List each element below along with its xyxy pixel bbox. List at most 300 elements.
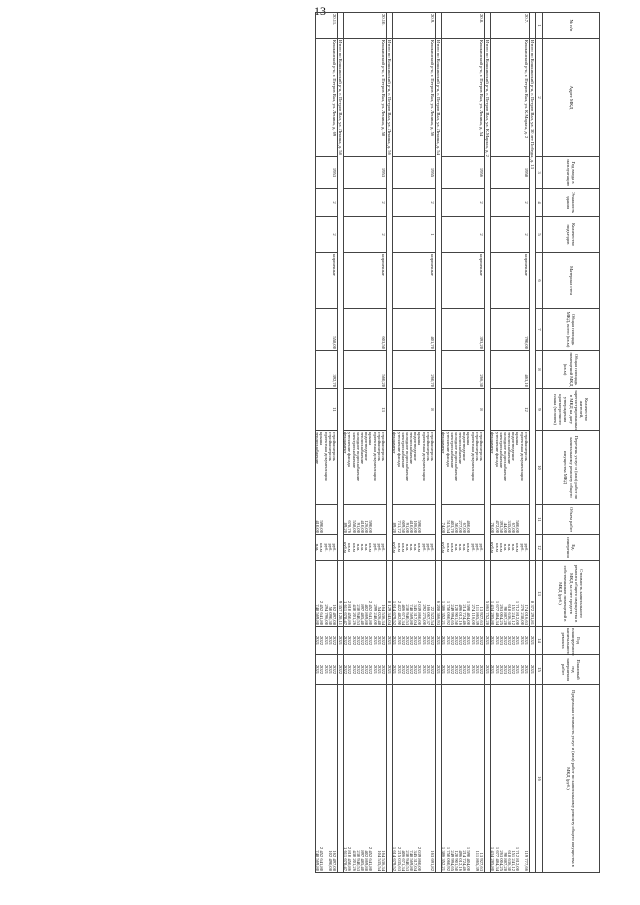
work-units-line: кв.м	[466, 543, 472, 552]
work-limits-line: 1 677 484,34	[494, 846, 500, 871]
work-costs-line: 90 887,28	[502, 606, 508, 625]
work-units-line: п.м.	[364, 543, 370, 552]
work-costs-line: 230 940,53	[404, 604, 410, 625]
work-units-line: руб.	[381, 543, 386, 552]
work-years-line: 2021	[515, 635, 521, 646]
house-address: Кошкинский р-н, г. Петров Вал, ул. Ленина, д. 56	[393, 39, 436, 157]
work-volumes-line	[480, 506, 484, 533]
work-types-line: крыша	[319, 432, 325, 446]
work-years-line: 2022	[413, 635, 419, 646]
work-volumes-line: 91,00	[404, 522, 410, 533]
work-types-line: утепление фасада	[445, 432, 451, 467]
work-costs-line: 151 241,12	[511, 604, 517, 625]
work-types-line: утепление фасада	[396, 432, 402, 467]
work-costs	[442, 561, 485, 627]
work-limits-line: 496 012,16	[458, 850, 464, 871]
column-header-1: № п/п	[543, 13, 600, 39]
floors: 2	[442, 189, 485, 217]
work-units-line: руб.	[470, 543, 476, 552]
work-costs-line: 2 422 482,90	[396, 600, 402, 625]
column-number: 3	[536, 157, 543, 189]
built-year: 1958	[491, 157, 530, 189]
work-limits-line	[373, 686, 377, 871]
work-end-years-line: 2022	[400, 664, 406, 675]
work-limits	[344, 685, 387, 873]
work-volumes-line	[520, 506, 524, 533]
work-limits-line	[471, 686, 475, 871]
work-units	[491, 535, 530, 561]
work-end-years-line: 2021	[392, 664, 398, 675]
column-header-10: Перечень услуг и (или) работ по капитальному ремонту общего имущества МКД	[543, 431, 600, 505]
work-limits-line: 345 317,04	[413, 850, 419, 871]
house-address: Кошкинский р-н, г. Петров Вал, ул. Ленина, д. 54	[442, 39, 485, 157]
work-end-years	[316, 655, 338, 685]
work-costs	[344, 561, 387, 627]
work-volumes-line	[471, 506, 475, 533]
work-end-years-line: 2021	[421, 664, 427, 675]
work-years-line: 2022	[364, 635, 370, 646]
work-volumes-line: 67,00	[511, 522, 517, 533]
total-end-year: 2021	[387, 655, 393, 685]
work-end-years	[393, 655, 436, 685]
work-types-line: электроснабжение	[351, 432, 357, 469]
work-types-line: электроснабжение	[498, 432, 504, 469]
wall-material: кирпичные	[491, 253, 530, 309]
work-types-line: стройконтроль	[430, 432, 436, 461]
column-header-14: Год планируемого капитального ремонта	[543, 627, 600, 655]
work-years-line: 2021	[372, 635, 378, 646]
work-costs-line: 748 569,80	[409, 604, 415, 625]
work-limits-line: 214 724,46	[462, 850, 468, 871]
work-types-line: стройконтроль	[523, 432, 529, 461]
floors: 2	[344, 189, 387, 217]
work-limits-line: 230 940,53	[355, 850, 361, 871]
work-limits	[316, 685, 338, 873]
work-types-line: холодное водоснабжение	[453, 432, 459, 482]
work-units-line: кв.м	[347, 543, 353, 552]
work-units-line: кв.м	[498, 543, 504, 552]
house-address: Кошкинский р-н, г. Петров Вал, ул. К.Маркса, д. 2	[491, 39, 530, 157]
column-number: 6	[536, 253, 543, 309]
work-limits-line: 618 636,30	[507, 850, 513, 871]
column-number: 2	[536, 39, 543, 157]
work-units-line: руб.	[523, 543, 529, 552]
work-costs-line: 1 677 484,34	[494, 600, 500, 625]
total-area: 401,70	[393, 309, 436, 351]
total-cost: 8 372 291,81	[529, 561, 535, 627]
work-years-line: 2021	[421, 635, 427, 646]
work-types	[316, 431, 338, 505]
work-years	[344, 627, 387, 655]
work-limits-line: 119 777,66	[523, 850, 529, 871]
work-units-line: п.м.	[507, 543, 513, 552]
work-end-years-line: 2022	[479, 664, 485, 675]
work-units-line: п.м.	[404, 543, 410, 552]
work-years-line: 2022	[381, 635, 386, 646]
work-end-years-line: 2021	[417, 664, 423, 675]
entrances: 1	[393, 217, 436, 253]
work-volumes-line	[431, 506, 435, 533]
work-units-line: кв.м	[494, 543, 500, 552]
total-year: 2021	[436, 627, 442, 655]
work-end-years-line: 2022	[381, 664, 386, 675]
total-empty-cell	[337, 13, 343, 39]
work-costs-line: 111 865,39	[474, 604, 480, 625]
work-types-line: стройконтроль	[327, 432, 333, 461]
work-years-line: 2022	[479, 635, 485, 646]
work-units-line: кв.м	[515, 543, 521, 552]
work-volumes-line	[329, 506, 333, 533]
total-limit	[387, 685, 393, 873]
work-limits-line: 151 241,12	[511, 850, 517, 871]
work-units-line: кв.м	[319, 543, 325, 552]
work-limits-line: 111 865,39	[474, 850, 480, 871]
work-end-years-line: 2022	[347, 664, 353, 675]
work-units-line: руб.	[430, 543, 436, 552]
work-volumes-line: 711,72	[396, 520, 402, 533]
work-volumes-line: 410,00	[315, 520, 321, 533]
work-types-line: проектная документация	[470, 432, 476, 481]
work-years-line: 2021	[474, 635, 480, 646]
work-costs-line: 618 636,30	[507, 604, 513, 625]
work-limits-line: 249 994,65	[449, 850, 455, 871]
column-number: 9	[536, 389, 543, 431]
work-years-line: 2021	[494, 635, 500, 646]
total-cost: 5 863 752,28	[485, 561, 491, 627]
total-limit	[337, 685, 343, 873]
work-volumes-line: 410,00	[409, 520, 415, 533]
work-end-years-line: 2022	[404, 664, 410, 675]
total-label: Итого по Кошкинский р-н, г. Петров Вал, ул. Ленина, д. 58	[337, 39, 343, 561]
work-years-line: 2022	[462, 635, 468, 646]
work-end-years-line: 2023	[498, 664, 504, 675]
work-units-line: п.м.	[502, 543, 508, 552]
column-header-12: Ед. измерения	[543, 535, 600, 561]
total-label: Итого по Кошкинский р-н, г. Петров Вал, ул. 30 лет Победы, д. 13	[529, 39, 535, 561]
work-years-line: 2022	[507, 635, 513, 646]
work-costs-line: 263 004,25	[498, 604, 504, 625]
work-end-years-line: 2022	[430, 664, 436, 675]
work-types	[393, 431, 436, 505]
row-number: 20.8.	[442, 13, 485, 39]
work-end-years-line: 2022	[453, 664, 459, 675]
work-volumes-line: 580,00	[515, 520, 521, 533]
work-units-line: руб.	[327, 543, 333, 552]
work-limits-line: 897 485,40	[360, 850, 366, 871]
residents: 13	[344, 389, 387, 431]
work-types-line: водоотведение	[413, 432, 419, 461]
total-limit	[485, 685, 491, 873]
row-number: 20.11.	[316, 13, 338, 39]
work-costs-line: 274 116,00	[470, 604, 476, 625]
total-area: 603,50	[344, 309, 387, 351]
column-header-13: Стоимость капитального ремонта общего имущества в МКД за счет средств собственников помещений в МКД (руб.)	[543, 561, 600, 627]
work-units-line: куб.м	[392, 542, 398, 553]
work-volumes-line	[427, 506, 431, 533]
total-area: 393,20	[442, 309, 485, 351]
work-units-line: кв.м	[396, 543, 402, 552]
work-units-line: кв.м	[417, 543, 423, 552]
residents: 12	[491, 389, 530, 431]
work-units-line: п.м.	[355, 543, 361, 552]
work-years-line: 2022	[511, 635, 517, 646]
work-end-years-line: 2021	[445, 664, 451, 675]
built-year: 1955	[393, 157, 436, 189]
work-units-line: кв.м	[400, 543, 406, 552]
house-row	[393, 13, 436, 873]
work-limits-line: 162 497,08	[331, 850, 337, 871]
total-empty-cell	[485, 13, 491, 39]
work-units-line: куб.м	[490, 542, 496, 553]
work-volumes-line	[378, 506, 382, 533]
work-end-years-line: 2022	[458, 664, 464, 675]
rooms-area: 463,10	[491, 351, 530, 389]
work-volumes-line: 106,00	[413, 520, 419, 533]
work-units-line: руб.	[519, 543, 525, 552]
work-years-line: 2021	[470, 635, 476, 646]
total-label: Итого по Кошкинский р-н, г. Петров Вал, ул. К.Маркса, д. 2	[485, 39, 491, 561]
work-costs-line: 162 497,08	[331, 604, 337, 625]
work-types-line: теплоснабжение	[360, 432, 366, 465]
work-end-years-line: 2022	[355, 664, 361, 675]
work-units-line: п.м.	[511, 543, 517, 552]
work-costs	[491, 561, 530, 627]
column-header-9: Количество жителей, зарегистрированных в МКД на дату утверждения краткосрочного плана (человек)	[543, 389, 600, 431]
work-years-line: 2021	[445, 635, 451, 646]
work-limits-line: 1 386 352,21	[441, 846, 447, 871]
work-types-line: фундамент	[490, 432, 496, 454]
work-limits-line	[422, 686, 426, 871]
column-number: 4	[536, 189, 543, 217]
work-costs-line: 214 724,46	[462, 604, 468, 625]
work-end-years-line: 2022	[351, 664, 357, 675]
work-costs-line: 496 012,16	[458, 604, 464, 625]
work-limits-line: 164 536,34	[381, 850, 386, 871]
work-units	[393, 535, 436, 561]
house-row	[344, 13, 387, 873]
work-types-line: проектная документация	[323, 432, 329, 481]
work-types-line: водоотведение	[462, 432, 468, 461]
work-types-line: теплоснабжение	[507, 432, 513, 465]
work-years-line: 2022	[430, 635, 436, 646]
work-volumes-line	[333, 506, 337, 533]
total-limit	[529, 685, 535, 873]
work-costs-line: 13 927,63	[479, 606, 485, 625]
work-types-line: стройконтроль	[331, 432, 337, 461]
entrances: 2	[442, 217, 485, 253]
work-costs-line: 54 026,48	[376, 606, 382, 625]
work-volumes-line: 609,50	[400, 520, 406, 533]
work-types-line: электроснабжение	[449, 432, 455, 469]
work-volumes	[491, 505, 530, 535]
work-units-line: кв.м	[351, 543, 357, 552]
work-years-line: 2022	[347, 635, 353, 646]
work-end-years-line: 2021	[490, 664, 496, 675]
work-volumes	[393, 505, 436, 535]
work-volumes	[344, 505, 387, 535]
work-types	[442, 431, 485, 505]
rooms-area: 266,30	[442, 351, 485, 389]
work-units-line: п.м.	[453, 543, 459, 552]
rotated-table-container	[34, 12, 600, 872]
work-types-line: теплоснабжение	[409, 432, 415, 465]
work-limits-line: 748 569,80	[315, 850, 321, 871]
work-years-line: 2021	[396, 635, 402, 646]
wall-material: кирпичные	[316, 253, 338, 309]
work-types-line: водоотведение	[364, 432, 370, 461]
work-volumes-line: 44,00	[502, 522, 508, 533]
residents: 11	[316, 389, 338, 431]
work-years-line: 2021	[523, 635, 529, 646]
total-year: 2021	[387, 627, 393, 655]
work-costs-line: 2 039 860,00	[417, 600, 423, 625]
floors: 2	[316, 189, 338, 217]
column-number: 16	[536, 685, 543, 873]
column-header-16: Предельная стоимость услуг и (или) работ по капитальному ремонту общего имущества в МКД (руб.)	[543, 685, 600, 873]
work-units-line: п.м.	[360, 543, 366, 552]
entrances: 2	[491, 217, 530, 253]
work-costs	[393, 561, 436, 627]
work-units-line: п.м.	[315, 543, 321, 552]
work-volumes-line: 678,76	[347, 520, 353, 533]
work-costs-line: 230 940,53	[355, 604, 361, 625]
work-years-line: 2021	[425, 635, 431, 646]
work-years	[491, 627, 530, 655]
work-limits-line: 263 004,25	[498, 850, 504, 871]
work-limits-line: 1 590 404,00	[466, 846, 472, 871]
work-types-line: фундамент	[441, 432, 447, 454]
work-end-years	[442, 655, 485, 685]
work-units-line: п.м.	[462, 543, 468, 552]
work-years-line: 2021	[519, 635, 525, 646]
total-label: Итого по Кошкинский р-н, г. Петров Вал, ул. Ленина, д. 56	[387, 39, 393, 561]
work-types-line: холодное водоснабжение	[404, 432, 410, 482]
work-limits-line: 2 215 035,63	[396, 846, 402, 871]
total-year: 2021	[337, 627, 343, 655]
work-years-line: 2022	[404, 635, 410, 646]
work-years-line: 2021	[417, 635, 423, 646]
work-types-line: фундамент	[343, 432, 349, 454]
work-limits-line: 1 611 678,47	[343, 847, 349, 871]
work-years-line: 2021	[441, 635, 447, 646]
work-types-line: крыша	[466, 432, 472, 446]
work-limits-line: 2 039 860,00	[417, 846, 423, 871]
work-units-line: кв.м	[368, 543, 374, 552]
work-volumes-line: 50,00	[453, 522, 459, 533]
work-costs-line: 1 614 679,52	[392, 600, 398, 625]
work-units	[344, 535, 387, 561]
built-year: 1953	[344, 157, 387, 189]
work-costs-line: 2 452 641,80	[319, 600, 325, 625]
work-end-years-line: 2023	[502, 664, 508, 675]
total-cost: 9 357 128,11	[337, 561, 343, 627]
work-end-years	[344, 655, 387, 685]
work-end-years-line: 2021	[441, 664, 447, 675]
work-end-years-line: 2022	[511, 664, 517, 675]
work-volumes-line: 403,70	[449, 520, 455, 533]
column-number: 12	[536, 535, 543, 561]
total-cost: 8 129 343,04	[387, 561, 393, 627]
work-units-line: куб.м	[343, 542, 349, 553]
work-units-line: п.м.	[413, 543, 419, 552]
work-end-years-line: 2021	[372, 664, 378, 675]
work-end-years-line: 2021	[474, 664, 480, 675]
residents: 8	[393, 389, 436, 431]
work-volumes-line	[422, 506, 426, 533]
work-types-line: проектная документация	[519, 432, 525, 481]
work-limits-line: 1 614 679,52	[392, 846, 398, 871]
work-costs-line: 1 750 060,92	[445, 600, 451, 625]
total-end-year: 2021	[436, 655, 442, 685]
work-years-line: 2021	[392, 635, 398, 646]
work-end-years-line: 2021	[470, 664, 476, 675]
work-costs-line: 2 810 450,86	[347, 600, 353, 625]
work-units-line: п.м.	[409, 543, 415, 552]
work-volumes-line: 89,20	[392, 522, 398, 533]
work-units-line: руб.	[372, 543, 378, 552]
work-limits-line: 2 452 641,80	[319, 846, 325, 871]
work-end-years-line: 2022	[343, 664, 349, 675]
work-costs-line: 120 901,50	[453, 604, 459, 625]
work-units-line: куб.м	[441, 542, 447, 553]
work-units-line: кв.м	[449, 543, 455, 552]
work-limits-line: 1 750 060,92	[445, 846, 451, 871]
work-costs-line: 897 485,40	[360, 604, 366, 625]
work-limits-line: 2 810 450,86	[347, 846, 353, 871]
entrances: 2	[316, 217, 338, 253]
work-years-line: 2021	[327, 635, 333, 646]
total-end-year: 2022	[337, 655, 343, 685]
work-volumes-line: 515,54	[445, 520, 451, 533]
house-address: Кошкинский р-н, г. Петров Вал, ул. Ленина, д. 58	[344, 39, 387, 157]
work-volumes-line	[373, 506, 377, 533]
work-end-years-line: 2022	[413, 664, 419, 675]
work-limits-line	[520, 686, 524, 871]
work-units-line: руб.	[474, 543, 480, 552]
work-years-line: 2021	[315, 635, 321, 646]
residents: 8	[442, 389, 485, 431]
work-costs	[316, 561, 338, 627]
work-types-line: утепление фасада	[494, 432, 500, 467]
built-year: 1953	[316, 157, 338, 189]
work-volumes-line: 277,00	[458, 520, 464, 533]
work-end-years-line: 2022	[331, 664, 337, 675]
work-limits-line: 406 671,34	[400, 850, 406, 871]
work-end-years-line: 2021	[376, 664, 382, 675]
work-limits-line: 104 535,54	[376, 850, 382, 871]
work-types-line: крыша	[417, 432, 423, 446]
work-years-line: 2022	[331, 635, 337, 646]
work-limits-line: 13 927,63	[479, 852, 485, 871]
work-costs-line: 299 248,00	[372, 604, 378, 625]
work-end-years-line: 2021	[396, 664, 402, 675]
rooms-area: 560,20	[344, 351, 387, 389]
work-end-years-line: 2021	[515, 664, 521, 675]
work-years-line: 2022	[400, 635, 406, 646]
work-years-line: 2022	[458, 635, 464, 646]
work-types-line: водоотведение	[511, 432, 517, 461]
house-row	[442, 13, 485, 873]
work-costs-line: 1 386 352,21	[441, 600, 447, 625]
work-units-line: руб.	[425, 543, 431, 552]
work-types-line: стройконтроль	[479, 432, 485, 461]
entrances: 2	[344, 217, 387, 253]
work-limits-line	[324, 686, 328, 871]
work-types-line: фундамент	[392, 432, 398, 454]
work-costs-line: 276 238,00	[519, 604, 525, 625]
work-years-line: 2022	[351, 635, 357, 646]
work-years-line: 2022	[409, 635, 415, 646]
